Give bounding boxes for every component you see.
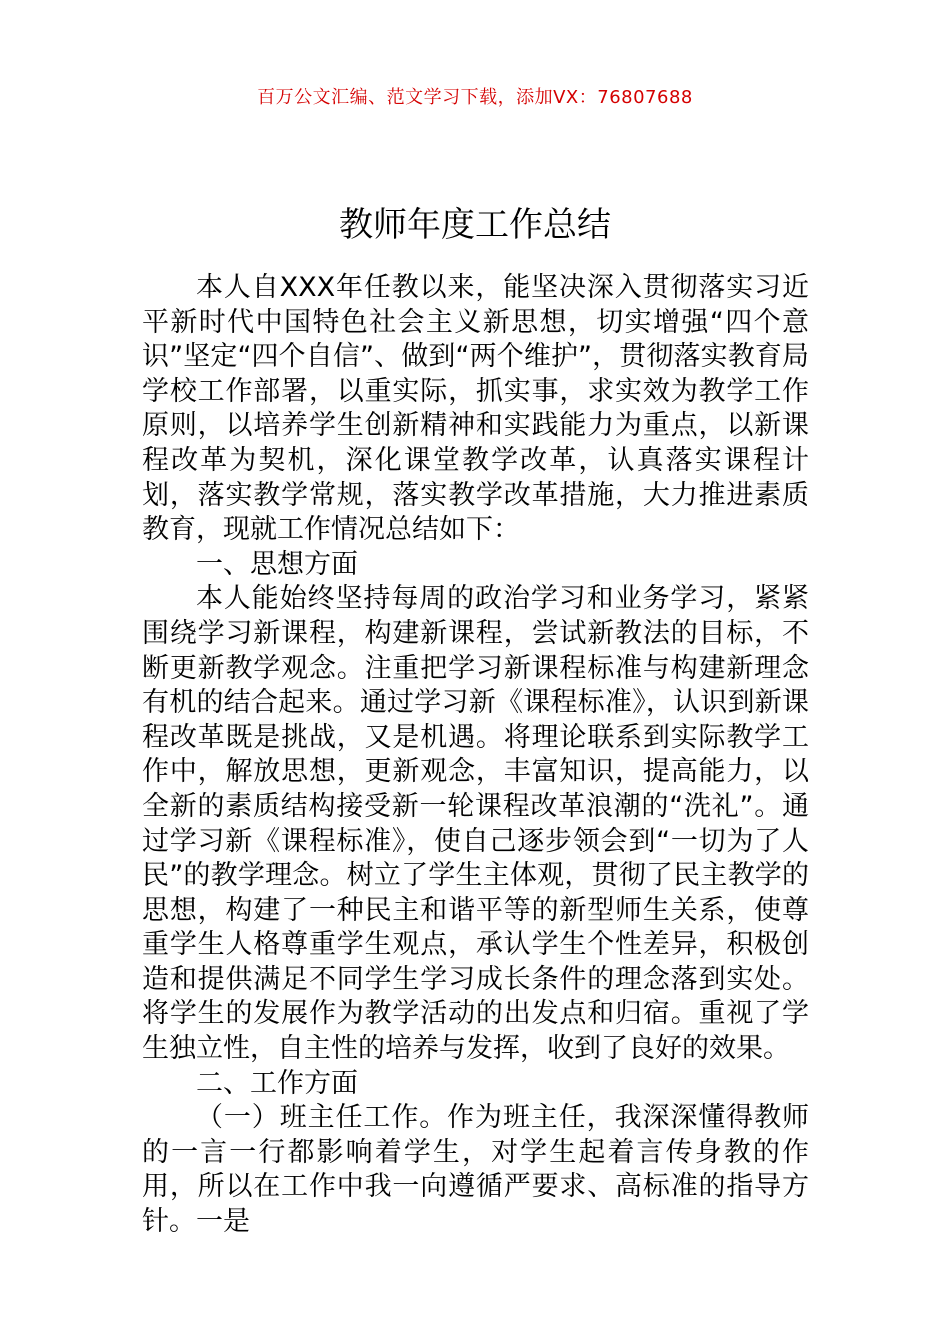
document-body [142, 271, 809, 1240]
thought-paragraph: 本人能始终坚持每周的政治学习和业务学习，紧紧围绕学习新课程，构建新课程，尝试新教法的目标，不断更新教学观念。注重把学习新课程标准与构建新理念有机的结合起来。通过学习新《课程标准》，认识到新课程改革既是挑战，又是机遇。将理论联系到实际教学工作中，解放思想，更新观念，丰富知识，提高能力，以全新的素质结构接受新一轮课程改革浪潮的“洗礼”。通过学习新《课程标准》，使自己逐步领会到“一切为了人民”的教学理念。树立了学生主体观，贯彻了民主教学的思想，构建了一种民主和谐平等的新型师生关系，使尊重学生人格尊重学生观点，承认学生个性差异，积极创造和提供满足不同学生学习成长条件的理念落到实处。将学生的发展作为教学活动的出发点和归宿。重视了学生独立性，自主性的培养与发挥，收到了良好的效果。 [142, 583, 809, 1065]
section-heading-work: 二、工作方面 [196, 1067, 358, 1099]
section-heading-thought: 一、思想方面 [196, 548, 358, 580]
class-teacher-paragraph: （一）班主任工作。作为班主任，我深深懂得教师的一言一行都影响着学生，对学生起着言传身教的作用，所以在工作中我一向遵循严要求、高标准的指导方针。一是 [142, 1102, 809, 1238]
header-promo-note: 百万公文汇编、范文学习下载，添加VX：76807688 [257, 87, 693, 108]
intro-paragraph: 本人自XXX年任教以来，能坚决深入贯彻落实习近平新时代中国特色社会主义新思想，切实增强“四个意识”坚定“四个自信”、做到“两个维护”，贯彻落实教育局学校工作部署，以重实际，抓实事，求实效为教学工作原则，以培养学生创新精神和实践能力为重点，以新课程改革为契机，深化课堂教学改革，认真落实课程计划，落实教学常规，落实教学改革措施，大力推进素质教育，现就工作情况总结如下： [142, 272, 809, 546]
document-title: 教师年度工作总结 [339, 204, 611, 245]
